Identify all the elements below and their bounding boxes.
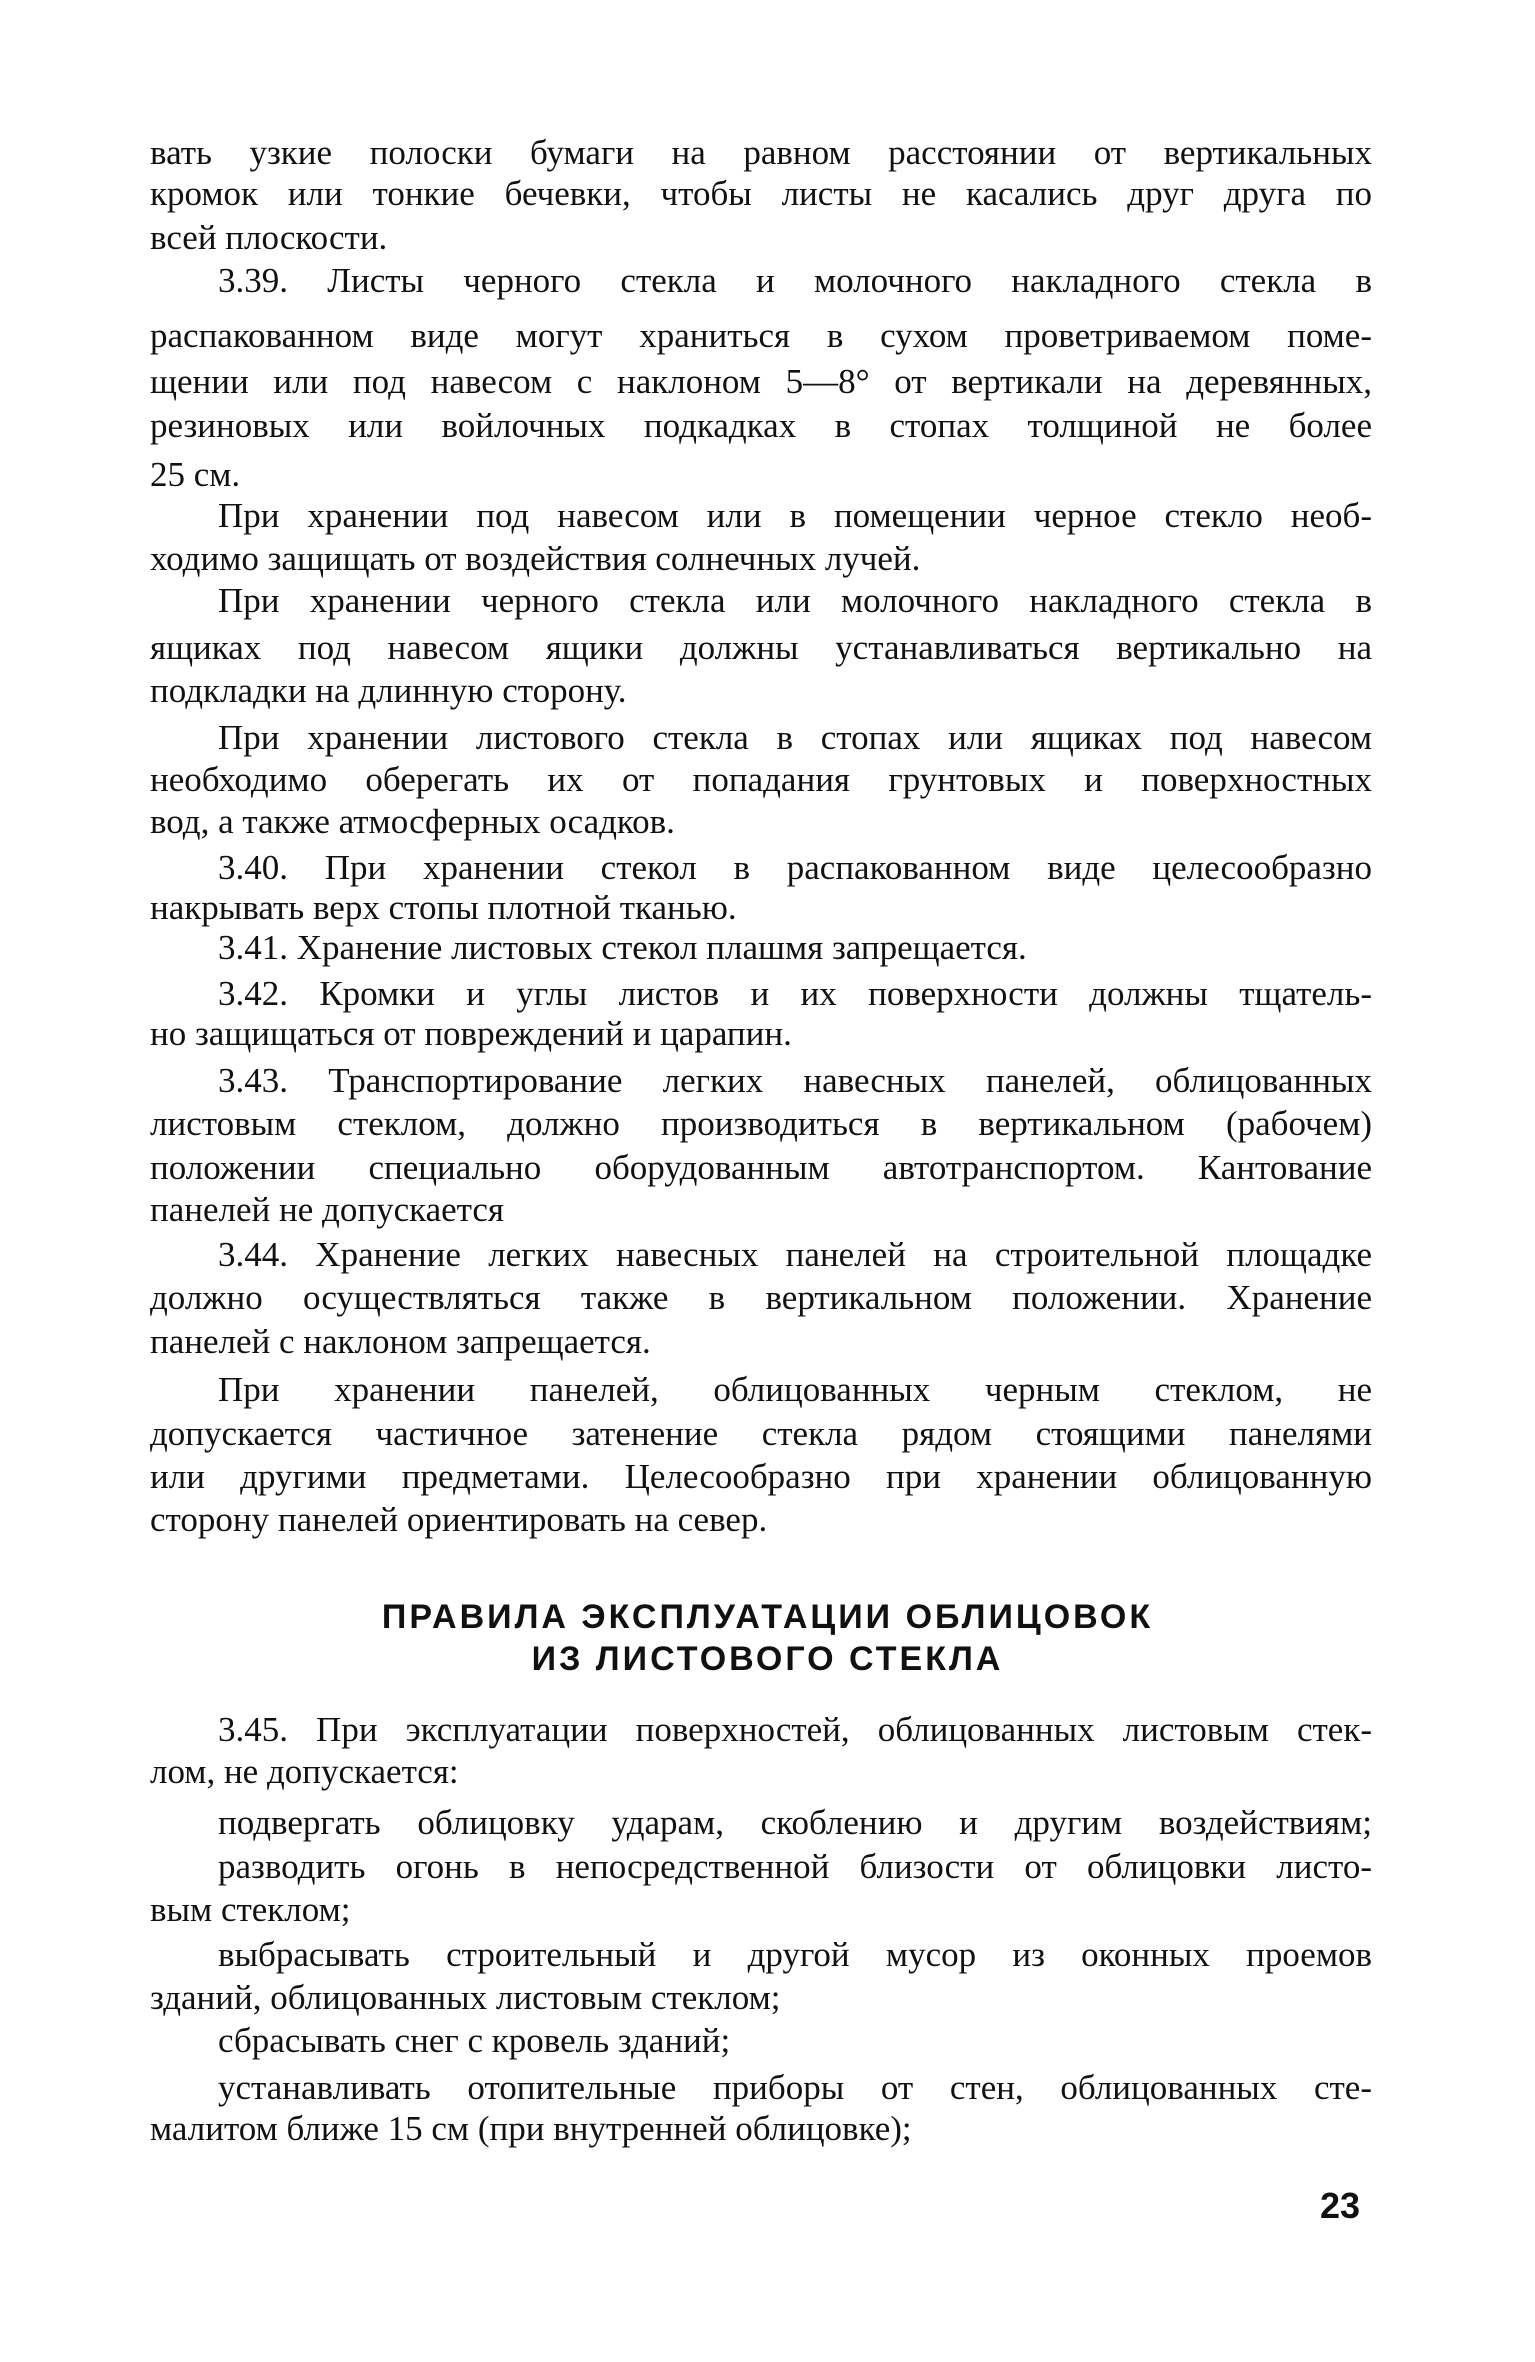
- text-line: 3.41. Хранение листовых стекол плашмя запрещается.: [218, 928, 1027, 967]
- text-line: кромок или тонкие бечевки, чтобы листы не касались друг друга по: [150, 174, 1372, 213]
- text-line: подкладки на длинную сторону.: [150, 671, 627, 710]
- text-line: 3.45. При эксплуатации поверхностей, облицованных листовым стек-: [218, 1710, 1372, 1749]
- text-line: 3.43. Транспортирование легких навесных панелей, облицованных: [218, 1061, 1372, 1100]
- text-line: распакованном виде могут храниться в сухом проветриваемом поме-: [150, 316, 1372, 355]
- text-line: накрывать верх стопы плотной тканью.: [150, 888, 737, 927]
- text-line: подвергать облицовку ударам, скоблению и другим воздействиям;: [218, 1803, 1372, 1842]
- text-line: 25 см.: [150, 455, 241, 494]
- text-line: резиновых или войлочных подкадках в стопах толщиной не более: [150, 406, 1372, 445]
- text-line: листовым стеклом, должно производиться в вертикальном (рабочем): [150, 1104, 1372, 1143]
- text-line: ящиках под навесом ящики должны устанавливаться вертикально на: [150, 628, 1372, 667]
- text-line: малитом ближе 15 см (при внутренней облицовке);: [150, 2109, 912, 2148]
- text-line: но защищаться от повреждений и царапин.: [150, 1014, 792, 1053]
- text-line: или другими предметами. Целесообразно при хранении облицованную: [150, 1457, 1372, 1496]
- text-line: ходимо защищать от воздействия солнечных лучей.: [150, 539, 921, 578]
- text-line: При хранении панелей, облицованных черным стеклом, не: [218, 1370, 1372, 1409]
- text-line: положении специально оборудованным автотранспортом. Кантование: [150, 1148, 1372, 1187]
- text-line: 3.39. Листы черного стекла и молочного накладного стекла в: [218, 261, 1372, 300]
- text-line: При хранении под навесом или в помещении черное стекло необ-: [218, 496, 1372, 535]
- text-line: панелей с наклоном запрещается.: [150, 1322, 651, 1361]
- page-number: 23: [1319, 2185, 1360, 2226]
- text-line: зданий, облицованных листовым стеклом;: [150, 1978, 781, 2017]
- text-line: всей плоскости.: [150, 218, 388, 257]
- text-line: необходимо оберегать их от попадания грунтовых и поверхностных: [150, 760, 1372, 799]
- text-line: 3.40. При хранении стекол в распакованном виде целесообразно: [218, 848, 1372, 887]
- text-line: вать узкие полоски бумаги на равном расстоянии от вертикальных: [150, 133, 1372, 172]
- text-line: щении или под навесом с наклоном 5—8° от вертикали на деревянных,: [150, 362, 1372, 401]
- text-line: 3.44. Хранение легких навесных панелей на строительной площадке: [218, 1235, 1372, 1274]
- text-line: разводить огонь в непосредственной близости от облицовки листо-: [218, 1847, 1372, 1886]
- text-line: сбрасывать снег с кровель зданий;: [218, 2021, 731, 2060]
- text-line: При хранении черного стекла или молочного накладного стекла в: [218, 581, 1372, 620]
- text-line: При хранении листового стекла в стопах или ящиках под навесом: [218, 718, 1372, 757]
- text-line: сторону панелей ориентировать на север.: [150, 1500, 768, 1539]
- section-heading-line-1: ПРАВИЛА ЭКСПЛУАТАЦИИ ОБЛИЦОВОК: [381, 1598, 1154, 1636]
- text-line: выбрасывать строительный и другой мусор из оконных проемов: [218, 1935, 1372, 1974]
- text-line: панелей не допускается: [150, 1190, 504, 1229]
- text-line: устанавливать отопительные приборы от стен, облицованных сте-: [218, 2068, 1372, 2107]
- text-line: должно осуществляться также в вертикальном положении. Хранение: [150, 1278, 1372, 1317]
- text-line: вым стеклом;: [150, 1890, 351, 1929]
- text-line: лом, не допускается:: [150, 1752, 459, 1791]
- text-line: 3.42. Кромки и углы листов и их поверхности должны тщатель-: [218, 974, 1372, 1013]
- text-line: вод, а также атмосферных осадков.: [150, 802, 675, 841]
- section-heading-line-2: ИЗ ЛИСТОВОГО СТЕКЛА: [531, 1640, 1004, 1678]
- text-line: допускается частичное затенение стекла рядом стоящими панелями: [150, 1414, 1372, 1453]
